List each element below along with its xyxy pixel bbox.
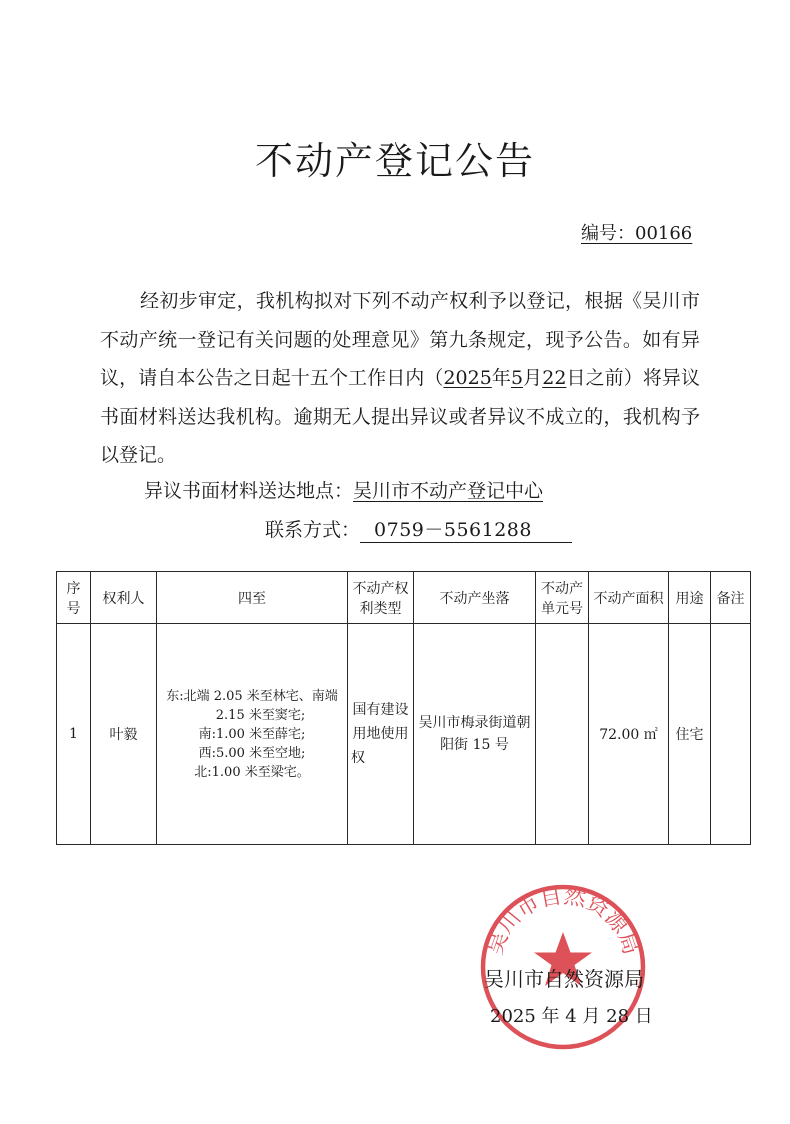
cell-right-type: 国有建设用地使用权: [348, 624, 414, 845]
table-row: [57, 624, 751, 845]
address-value: 吴川市不动产登记中心: [353, 480, 544, 502]
issue-date: 2025 年 4 月 28 日: [490, 1006, 653, 1027]
address-label: 异议书面材料送达地点：: [144, 480, 354, 502]
header-area: 不动产面积: [589, 572, 669, 624]
boundary-line: 南:1.00 米至薛宅;: [198, 726, 306, 742]
header-right-type: 不动产权利类型: [348, 572, 414, 624]
header-usage: 用途: [669, 572, 711, 624]
notice-tail-text: 日之前）将异议书面材料送达我机构。逾期无人提出异议或者异议不成立的，我机构予以登记。: [100, 367, 700, 467]
boundary-line: 东:北端 2.05 米至林宅、南端: [166, 688, 338, 704]
contact-label: 联系方式：: [265, 519, 361, 541]
header-boundary: 四至: [157, 572, 348, 624]
contact-info: [265, 515, 572, 543]
month-unit: 月: [523, 367, 543, 390]
notice-paragraph: [100, 282, 700, 475]
deadline-year: 2025: [443, 367, 492, 390]
boundary-line: 北:1.00 米至梁宅。: [194, 764, 310, 780]
header-no: 序号: [57, 572, 91, 624]
header-owner: 权利人: [91, 572, 157, 624]
cell-unit-no: [536, 624, 589, 845]
table-header-row: [57, 572, 751, 624]
objection-address: [144, 476, 543, 503]
seal-text-path: 吴川市自然资源局: [482, 883, 644, 958]
header-location: 不动产坐落: [414, 572, 536, 624]
cell-remark: [711, 624, 751, 845]
registration-table: [56, 571, 751, 845]
header-remark: 备注: [711, 572, 751, 624]
cell-usage: 住宅: [669, 624, 711, 845]
cell-location: 吴川市梅录街道朝阳街 15 号: [414, 624, 536, 845]
year-unit: 年: [491, 367, 511, 390]
deadline-month: 5: [510, 367, 524, 390]
cell-no: 1: [57, 624, 91, 845]
boundary-line: 2.15 米至窦宅;: [215, 707, 306, 723]
cell-owner: 叶毅: [91, 624, 157, 845]
contact-phone: 0759－5561288: [360, 515, 572, 543]
cell-area: 72.00 ㎡: [589, 624, 669, 845]
document-number: 编号：00166: [581, 223, 693, 244]
deadline-day: 22: [542, 367, 567, 390]
boundary-line: 西:5.00 米至空地;: [198, 745, 306, 761]
notice-lead-text: 经初步审定，我机构拟对下列不动产权利予以登记，根据《吴川市不动产统一登记有关问题的处理意见》第九条规定，现予公告。如有异议，请自本公告之日起十五个工作日内（: [100, 290, 700, 390]
cell-boundary: [157, 624, 348, 845]
header-unit-no: 不动产单元号: [536, 572, 589, 624]
issuer-name: 吴川市自然资源局: [484, 967, 644, 991]
page-title: 不动产登记公告: [254, 139, 535, 183]
